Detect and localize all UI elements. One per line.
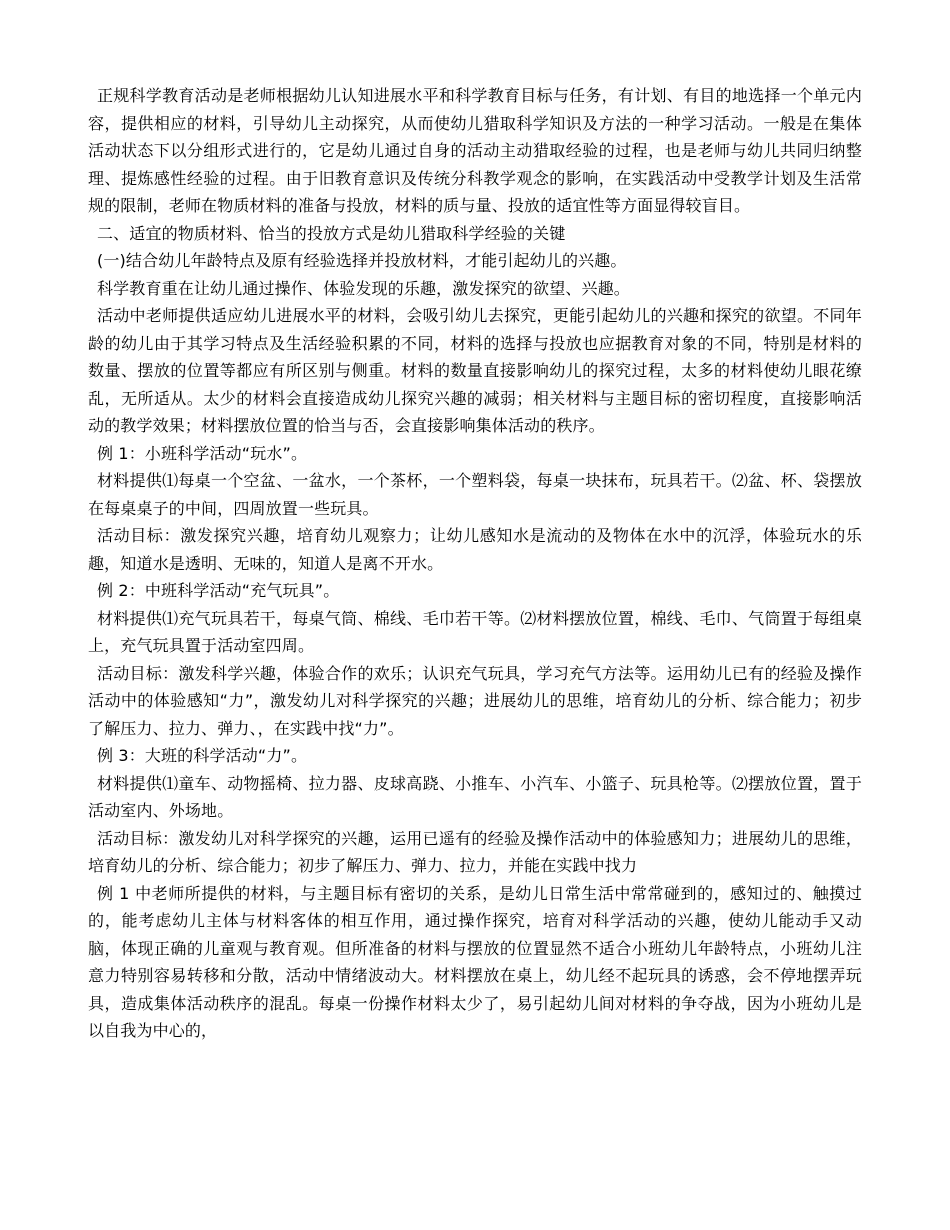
section-heading-2: 二、适宜的物质材料、恰当的投放方式是幼儿猎取科学经验的关键	[97, 223, 566, 243]
document-body	[88, 82, 862, 1045]
example-3-title: 例 3：大班的科学活动“力”。	[97, 746, 308, 765]
example-1-goals: 活动目标：激发探究兴趣，培育幼儿观察力；让幼儿感知水是流动的及物体在水中的沉浮，体验玩水的乐趣，知道水是透明、无味的，知道人是离不开水。	[88, 526, 862, 573]
example-2-materials: 材料提供⑴充气玩具若干，每桌气筒、棉线、毛巾若干等。⑵材料摆放位置，棉线、毛巾、气筒置于每组桌上，充气玩具置于活动室四周。	[88, 608, 862, 655]
example-1-materials: 材料提供⑴每桌一个空盆、一盆水，一个茶杯，一个塑料袋，每桌一块抹布，玩具若干。⑵盆、杯、袋摆放在每桌桌子的中间，四周放置一些玩具。	[88, 471, 862, 518]
example-2-title: 例 2：中班科学活动“充气玩具”。	[97, 581, 340, 600]
example-2-goals: 活动目标：激发科学兴趣，体验合作的欢乐；认识充气玩具，学习充气方法等。运用幼儿已有的经验及操作活动中的体验感知“力”，激发幼儿对科学探究的兴趣；进展幼儿的思维，培育幼儿的分析、综合能力；初步了解压力、拉力、弹力、，在实践中找“力”。	[88, 663, 862, 738]
example-3-goals: 活动目标：激发幼儿对科学探究的兴趣，运用已遥有的经验及操作活动中的体验感知力；进展幼儿的思维，培育幼儿的分析、综合能力；初步了解压力、弹力、拉力，并能在实践中找力	[88, 828, 862, 875]
paragraph-materials-discussion: 活动中老师提供适应幼儿进展水平的材料，会吸引幼儿去探究，更能引起幼儿的兴趣和探究的欲望。不同年龄的幼儿由于其学习特点及生活经验积累的不同，材料的选择与投放也应据教育对象的不同，特别是材料的数量、摆放的位置等都应有所区别与侧重。材料的数量直接影响幼儿的探究过程，太多的材料使幼儿眼花缭乱，无所适从。太少的材料会直接造成幼儿探究兴趣的减弱；相关材料与主题目标的密切程度，直接影响活动的教学效果；材料摆放位置的恰当与否，会直接影响集体活动的秩序。	[88, 306, 862, 435]
subsection-heading-1: (一)结合幼儿年龄特点及原有经验选择并投放材料，才能引起幼儿的兴趣。	[97, 251, 627, 270]
paragraph-intro: 正规科学教育活动是老师根据幼儿认知进展水平和科学教育目标与任务，有计划、有目的地选择一个单元内容，提供相应的材料，引导幼儿主动探究，从而使幼儿猎取科学知识及方法的一种学习活动。一般是在集体活动状态下以分组形式进行的，它是幼儿通过自身的活动主动猎取经验的过程，也是老师与幼儿共同归纳整理、提炼感性经验的过程。由于旧教育意识及传统分科教学观念的影响，在实践活动中受教学计划及生活常规的限制，老师在物质材料的准备与投放，材料的质与量、投放的适宜性等方面显得较盲目。	[88, 86, 862, 215]
example-1-title: 例 1：小班科学活动“玩水”。	[97, 443, 308, 463]
paragraph-example-1-analysis: 例 1 中老师所提供的材料，与主题目标有密切的关系，是幼儿日常生活中常常碰到的，感知过的、触摸过的，能考虑幼儿主体与材料客体的相互作用，通过操作探究，培育对科学活动的兴趣，使幼儿能动手又动脑，体现正确的儿童观与教育观。但所准备的材料与摆放的位置显然不适合小班幼儿年龄特点，小班幼儿注意力特别容易转移和分散，活动中情绪波动大。材料摆放在桌上，幼儿经不起玩具的诱惑，会不停地摆弄玩具，造成集体活动秩序的混乱。每桌一份操作材料太少了，易引起幼儿间对材料的争夺战，因为小班幼儿是以自我为中心的，	[88, 883, 862, 1040]
paragraph-science-education: 科学教育重在让幼儿通过操作、体验发现的乐趣，激发探究的欲望、兴趣。	[97, 278, 630, 298]
example-3-materials: 材料提供⑴童车、动物摇椅、拉力器、皮球高跷、小推车、小汽车、小篮子、玩具枪等。⑵摆放位置，置于活动室内、外场地。	[88, 773, 862, 820]
